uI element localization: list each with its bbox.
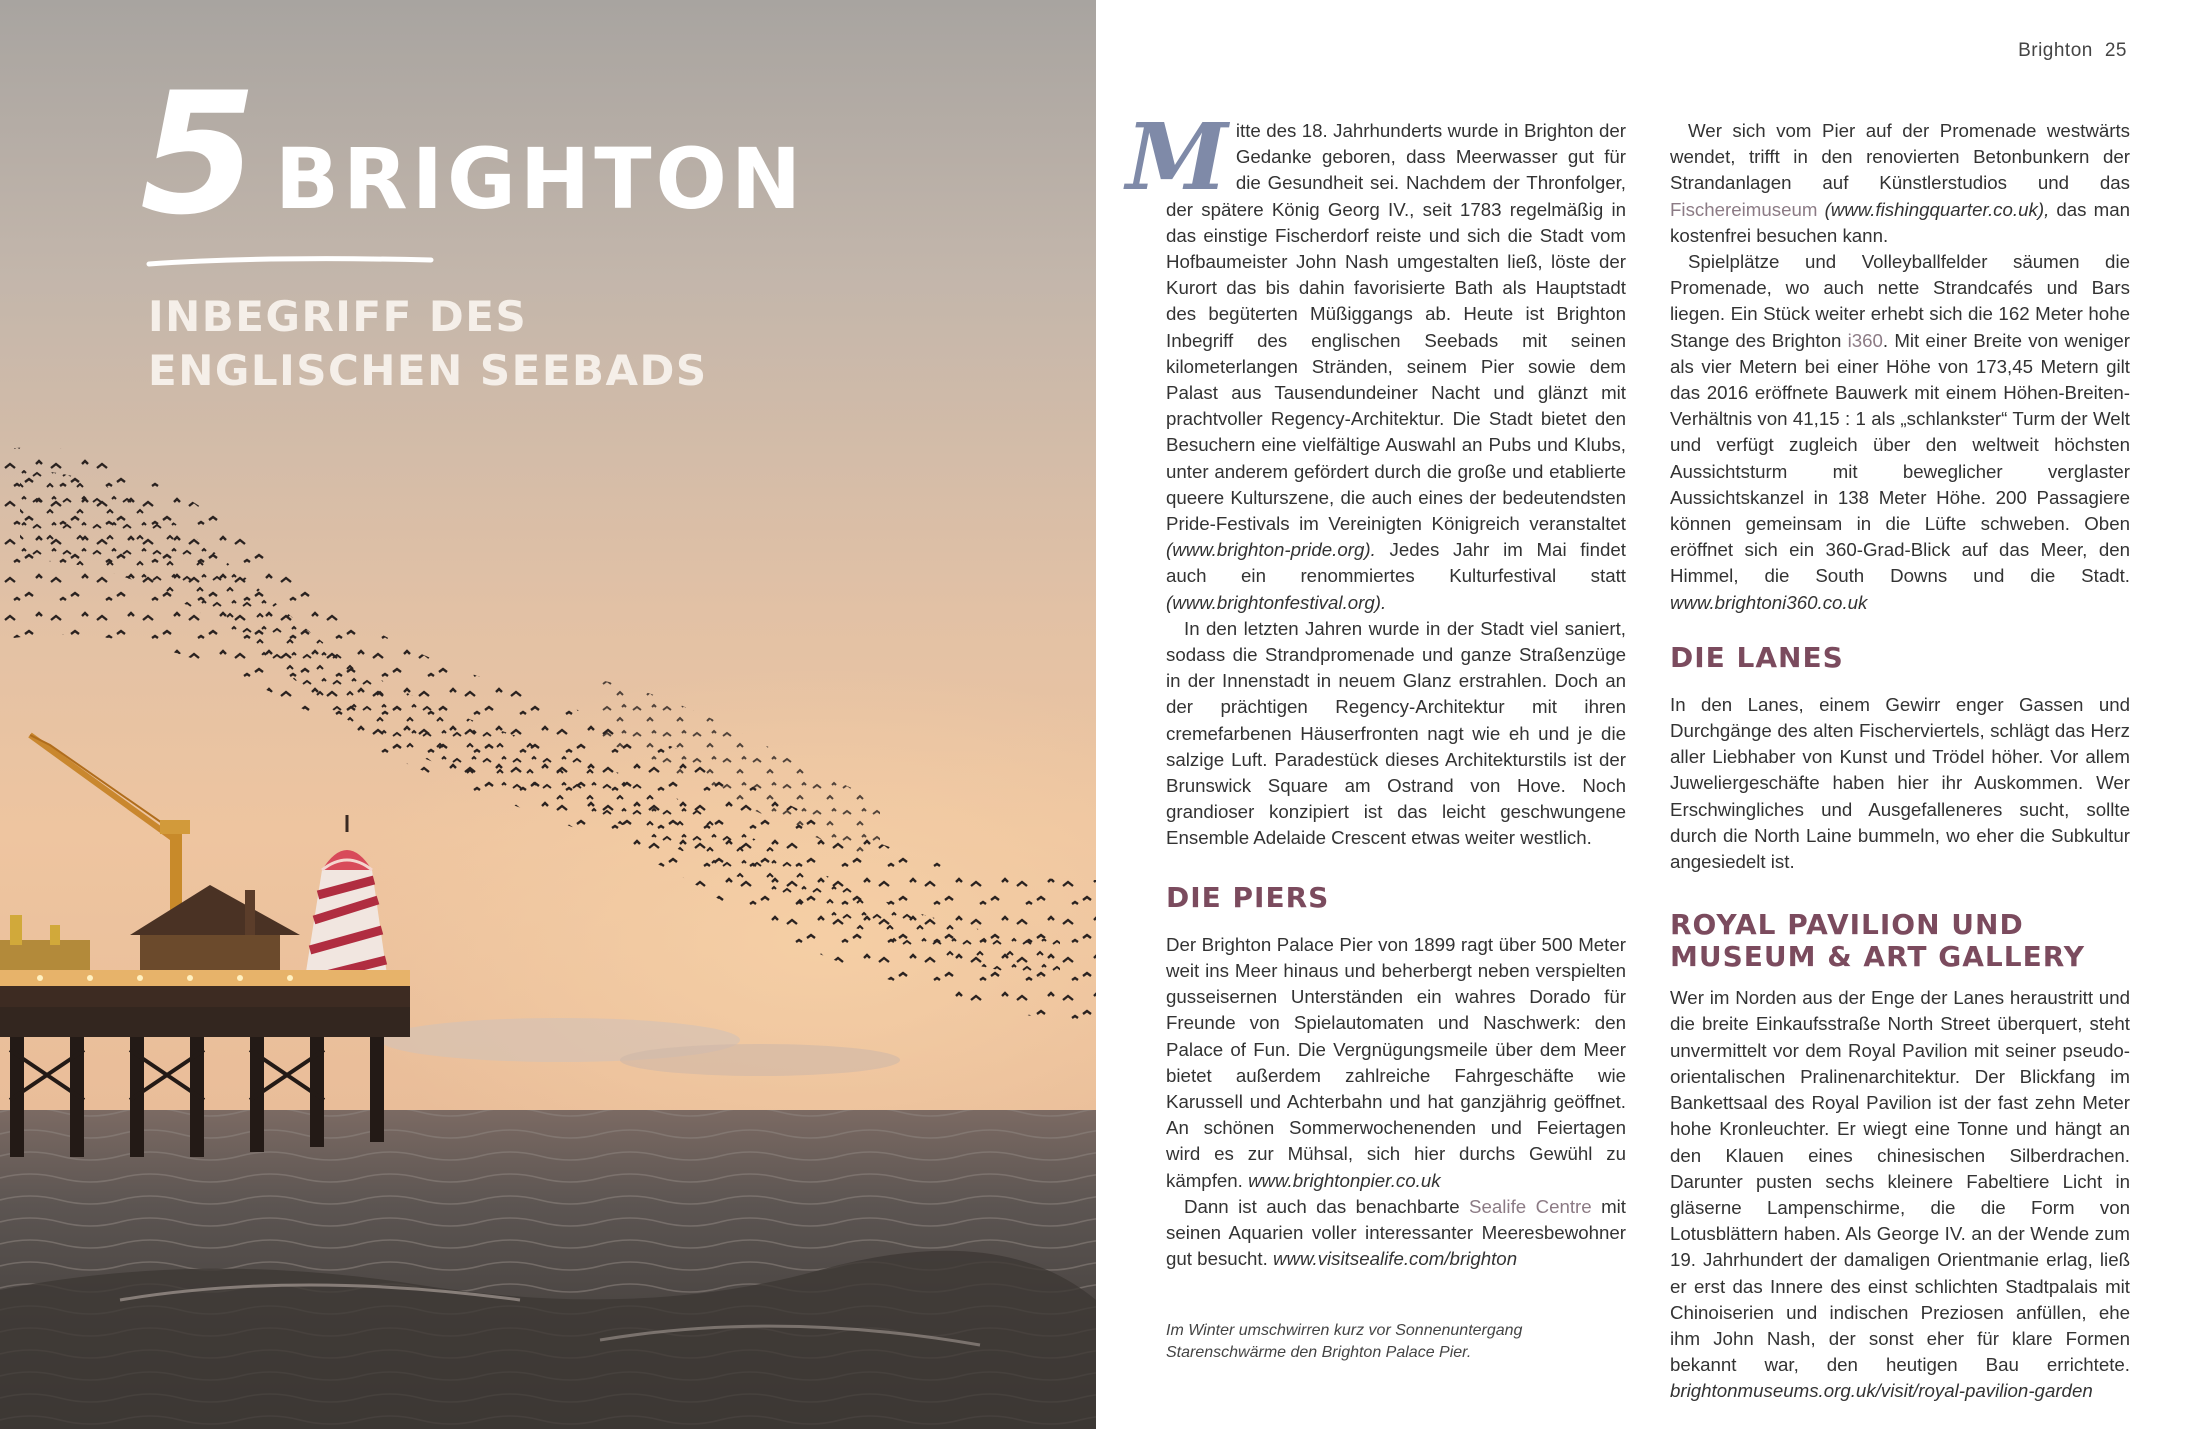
heading-die-lanes: DIE LANES (1670, 640, 1844, 674)
promenade-text-d: . Mit einer Breite von weniger als vier Metern bei einer Höhe von 173,45 Metern gilt das 2016 eröffnete Bauwerk mit einem Höhen-Breiten-Verhältnis von 41,15 : 1 als „schlankster“ Turm der Welt und verfügt zugleich über den weltweit höchsten Aussichtsturm mit beweglicher verglaster Aussichtskanzel in 138 Meter Höhe. 200 Passagiere können gemeinsam in die Lüfte schweben. Oben eröffnet sich ein 360-Grad-Blick auf das Meer, den Himmel, die South Downs und die Stadt. (1670, 329, 2130, 587)
festival-url[interactable]: (www.brightonfestival.org). (1166, 591, 1387, 613)
pavilion-url[interactable]: brightonmuseums.org.uk/visit/royal-pavilion-garden (1670, 1380, 2093, 1402)
piers-text-b: mit seinen Aquarien voller interessanter Meeresbewohner gut besucht. (1166, 1195, 1626, 1270)
intro-text-a: itte des 18. Jahrhunderts wurde in Brighton der Gedanke geboren, dass Meerwasser gut für die Gesundheit sei. Nachdem der Thronfolger, der spätere König Georg IV., seit 1783 regelmäßig in das einstige Fischerdorf reiste und sich die Stadt vom Hofbaumeister John Nash umgestalten ließ, löste der Kurort das bis dahin favorisierte Bath als Hauptstadt des begüterten Müßiggangs ab. Heute ist Brighton Inbegriff des englischen Seebads mit seinen kilometerlangen Stränden, seinem Pier sowie dem Palast aus Tausendundeiner Nacht und glänzt mit prachtvoller Regency-Architektur. Die Stadt bietet den Besuchern eine vielfältige Auswahl an Pubs und Klubs, unter anderem gefördert durch die große und etablierte queere Kulturszene, die auch eines der bedeutendsten Pride-Festivals im Vereinigten Königreich veranstaltet (1166, 120, 1626, 535)
promenade-text-b: das man kostenfrei besuchen kann. (1670, 198, 2130, 246)
pier-url[interactable]: www.brightonpier.co.uk (1248, 1169, 1441, 1191)
i360-url[interactable]: www.brightoni360.co.uk (1670, 591, 1868, 613)
text-column-left (1126, 103, 1626, 1272)
page-number: 25 (2104, 40, 2127, 61)
pavilion-text: Wer im Norden aus der Enge der Lanes heraustritt und die breite Einkaufsstraße North Street überquert, steht unvermittelt vor dem Royal Pavilion mit seiner pseudo-orientalischen Pralinenarchitektur. Der Blickfang im Bankettsaal des Royal Pavilion ist der fast zehn Meter hohe Kronleuchter. Er wiegt eine Tonne und hängt an den Klauen eines chinesischen Silberdrachen. Darunter pusten sechs kleinere Fabeltiere Licht in gläserne Lampenschirme, die die Form von Lotusblättern haben. Als George IV. an der Wende zum 19. Jahrhundert der damaligen Orientmanie erlag, ließ er erst das Innere des einst schlichten Stadtpalais mit Chinoiserien und indischen Preziosen anfüllen, ehe ihm John Nash, der sonst eher für klare Formen bekannt war, den heutigen Bau errichtete. (1670, 987, 2130, 1376)
sealife-url[interactable]: www.visitsealife.com/brighton (1273, 1248, 1518, 1270)
heading-royal-pavilion: ROYAL PAVILION UND MUSEUM & ART GALLERY (1670, 908, 2085, 974)
chapter-subtitle: INBEGRIFF DES ENGLISCHEN SEEBADS (148, 292, 708, 395)
title-underline-swash (145, 250, 435, 274)
pride-url[interactable]: (www.brighton-pride.org). (1166, 539, 1376, 561)
drop-cap: M (1126, 103, 1228, 211)
intro-paragraph-1 (1126, 103, 1626, 616)
piers-text-a: Dann ist auch das benachbarte (1184, 1195, 1470, 1217)
chapter-title: BRIGHTON (275, 130, 806, 228)
photo-caption: Im Winter umschwirren kurz vor Sonnenuntergang Starenschwärme den Brighton Palace Pier. (1166, 1322, 1523, 1361)
promenade-text-c: Spielplätze und Volleyballfelder säumen die Promenade, wo auch nette Strandcafés und Bars liegen. Ein Stück weiter erhebt sich die 162 Meter hohe Stange des Brighton (1670, 251, 2130, 351)
piers-paragraph-2 (1166, 1194, 1626, 1273)
intro-paragraph-2: In den letzten Jahren wurde in der Stadt viel saniert, sodass die Strandpromenade und ganze Straßenzüge in der Innenstadt in neuem Glanz erstrahlen. Doch an der prächtigen Regency-Architektur mit ihren cremefarbenen Häuserfronten nagt wie eh und je die salzige Luft. Paradestück dieses Architekturstils ist der Brunswick Square am Ostrand von Hove. Noch grandioser konzipiert ist das leicht geschwungene Ensemble Adelaide Crescent etwas weiter westlich. (1166, 617, 1626, 849)
promenade-text-a: Wer sich vom Pier auf der Promenade westwärts wendet, trifft in den renovierten Betonbunkern der Strandanlagen auf Künstlerstudios und das (1670, 120, 2130, 194)
heading-die-piers: DIE PIERS (1166, 880, 1330, 914)
pavilion-paragraph (1670, 985, 2130, 1404)
chapter-number: 5 (140, 56, 253, 252)
piers-text: Der Brighton Palace Pier von 1899 ragt über 500 Meter weit ins Meer hinaus und beherbergt neben verspielten gusseisernen Unterständen ein wahres Dorado für Freunde von Spielautomaten und Naschwerk: den Palace of Fun. Die Vergnügungsmeile über dem Meer bietet außerdem zahlreiche Fahrgeschäfte wie Karussell und Achterbahn und hat ganzjährig geöffnet. An schönen Sommerwochenenden und Feiertagen wird es zur Mühsal, sich hier durchs Gewühl zu kämpfen. (1166, 933, 1626, 1191)
lanes-paragraph: In den Lanes, einem Gewirr enger Gassen und Durchgänge des alten Fischerviertels, schlägt das Herz aller Liebhaber von Kunst und Trödel höher. Vor allem Juweliergeschäfte haben hier ihr Auskommen. Wer Erschwingliches und Ausgefalleneres sucht, sollte durch die North Laine bummeln, wo eher die Subkultur angesiedelt ist. (1670, 693, 2130, 873)
fishing-museum-link[interactable]: Fischereimuseum (1670, 198, 1818, 220)
running-head (2018, 40, 2127, 62)
intro-text-b: Jedes Jahr im Mai findet auch ein renommiertes Kulturfestival statt (1166, 539, 1626, 587)
text-page (1096, 0, 2185, 1429)
promenade-paragraph-2 (1670, 249, 2130, 616)
running-head-section: Brighton (2018, 40, 2093, 61)
text-column-right (1670, 118, 2130, 1405)
sealife-link[interactable]: Sealife Centre (1469, 1195, 1592, 1217)
fishing-quarter-url[interactable]: (www.fishingquarter.co.uk), (1817, 198, 2050, 220)
piers-paragraph-1 (1166, 932, 1626, 1194)
promenade-paragraph-1 (1670, 118, 2130, 249)
i360-link[interactable]: i360 (1847, 329, 1883, 351)
